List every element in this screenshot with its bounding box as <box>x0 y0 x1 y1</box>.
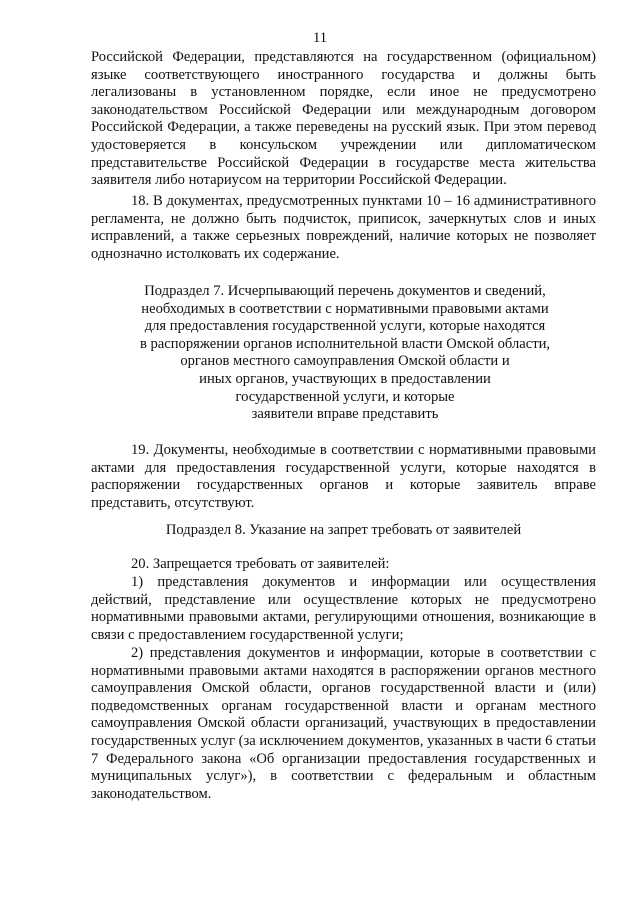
paragraph-18: 18. В документах, предусмотренных пунктами 10 – 16 административного регламента, не должно быть подчисток, приписок, зачеркнутых слов и иных исправлений, а также серьезных повреждений, наличие которых не позволяет однозначно истолковать их содержание. <box>91 193 596 262</box>
subsection-7-line: иных органов, участвующих в предоставлении <box>199 370 491 387</box>
paragraph-20-item-1: 1) представления документов и информации или осуществления действий, представление или осуществление которых не предусмотрено нормативными правовыми актами, регулирующими отношения, возникающие в связи с предоставлением государственной услуги; <box>91 574 596 643</box>
paragraph-19: 19. Документы, необходимые в соответствии с нормативными правовыми актами для предоставления государственной услуги, которые находятся в распоряжении государственных органов и которые заявитель вправе представить, отсутствуют. <box>91 442 596 511</box>
subsection-7-line: Подраздел 7. Исчерпывающий перечень документов и сведений, <box>144 283 546 299</box>
subsection-7-heading <box>96 283 594 424</box>
paragraph-20: 20. Запрещается требовать от заявителей: <box>131 556 390 572</box>
subsection-7-line: государственной услуги, и которые <box>235 388 455 405</box>
paragraph-20-item-2: 2) представления документов и информации, которые в соответствии с нормативными правовыми актами находятся в распоряжении органов местного самоуправления Омской области, органов государственной власти и (или) подведомственных органам государственной власти и органам местного самоуправления Омской области организаций, участвующих в предоставлении государственных услуг (за исключением документов, указанных в части 6 статьи 7 Федерального закона «Об организации предоставления государственных и муниципальных услуг»), в соответствии с федеральным и областным законодательством. <box>91 645 596 802</box>
subsection-8-heading: Подраздел 8. Указание на запрет требовать от заявителей <box>165 522 522 538</box>
subsection-7-line: для предоставления государственной услуги, которые находятся <box>144 318 546 335</box>
subsection-7-line: в распоряжении органов исполнительной власти Омской области, <box>139 335 551 352</box>
paragraph-continuation: Российской Федерации, представляются на государственном (официальном) языке соответствующего иностранного государства и должны быть легализованы в установленном порядке, если иное не предусмотрено законодательством Российской Федерации или международным договором Российской Федерации, а также переведены на русский язык. При этом перевод удостоверяется в консульском учреждении или дипломатическом представительстве Российской Федерации в государстве места жительства заявителя либо нотариусом на территории Российской Федерации. <box>91 49 596 189</box>
page-number: 11 <box>312 30 328 46</box>
subsection-7-line: заявители вправе представить <box>251 406 439 423</box>
subsection-7-line: органов местного самоуправления Омской области и <box>180 353 510 370</box>
subsection-7-line: необходимых в соответствии с нормативными правовыми актами <box>141 300 549 317</box>
